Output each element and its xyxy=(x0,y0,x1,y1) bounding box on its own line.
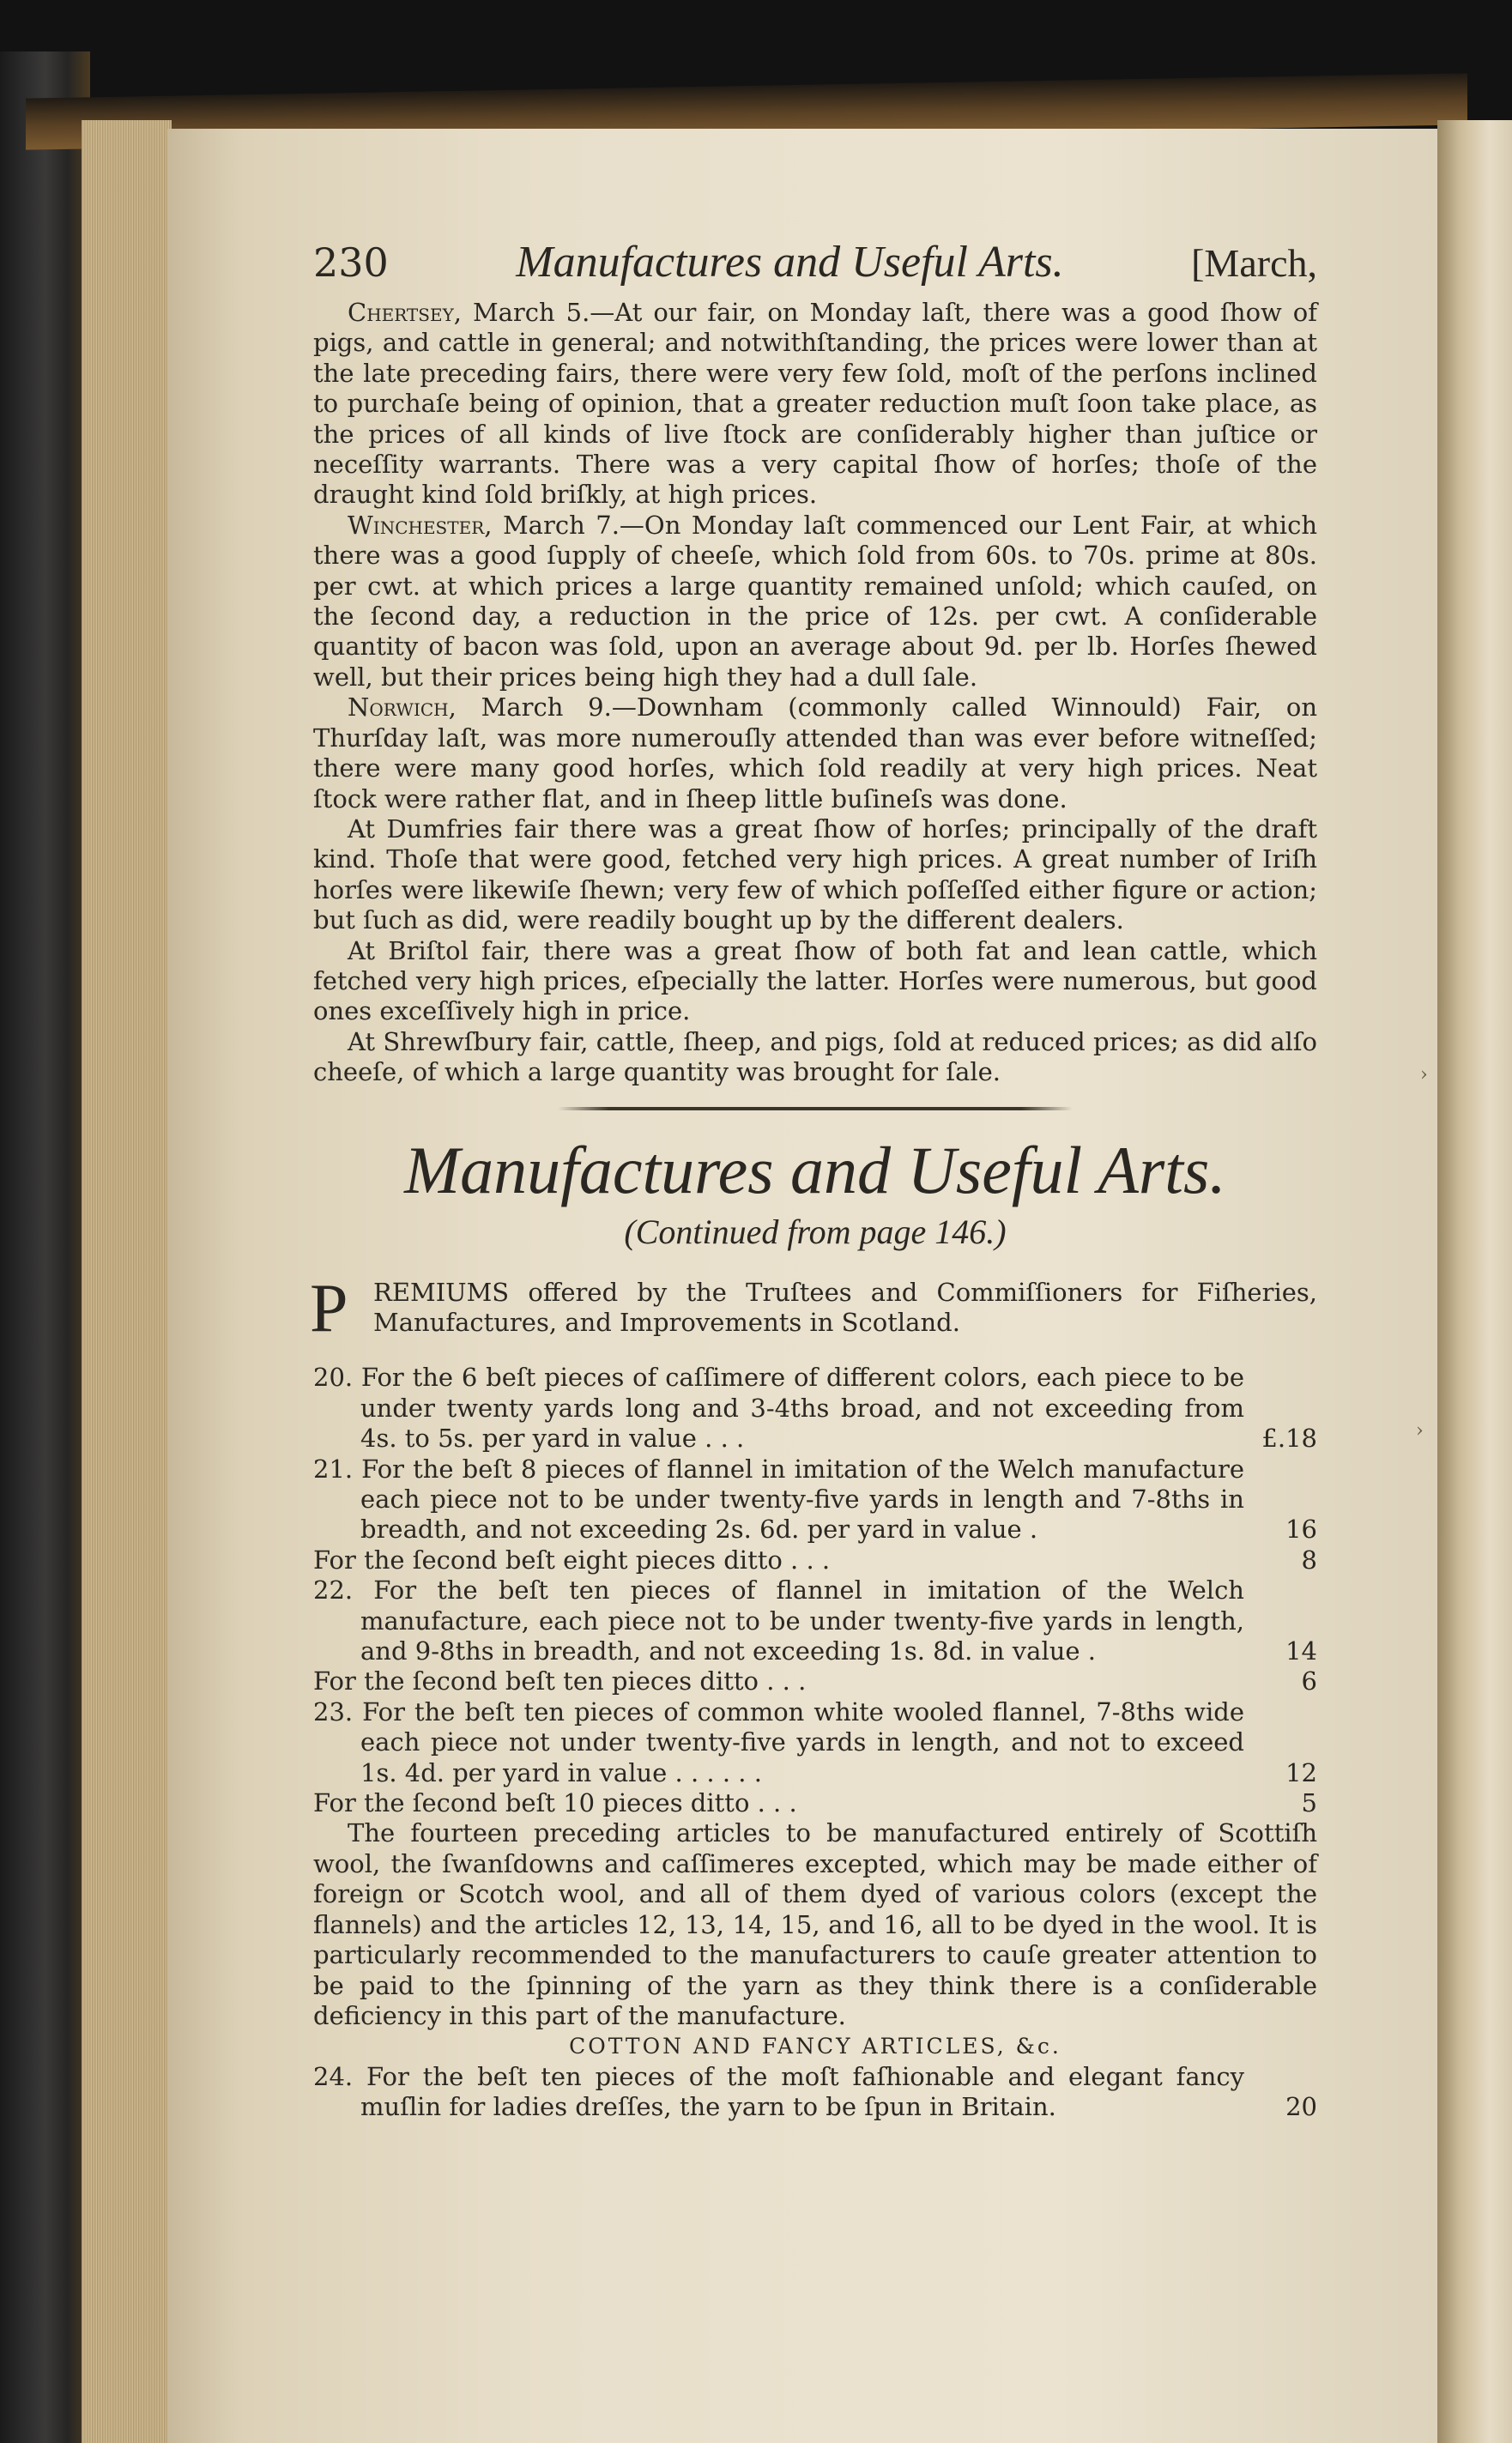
premium-amount: 14 xyxy=(1285,1636,1317,1666)
running-head xyxy=(313,240,1317,286)
continued-note: (Continued from page 146.) xyxy=(624,1212,1007,1251)
premium-amount: 12 xyxy=(1285,1757,1317,1787)
market-report-chertsey xyxy=(313,298,1317,511)
running-title: Manufactures and Useful Arts. xyxy=(516,238,1064,287)
report-text: March 9.—Downham (commonly called Winnould) Fair, on Thurſday laſt, was more numerouſly attended than was ever before witneſſed; there were many good horſes, which ſold readily at very high prices. Neat ſtock were rather flat, and in ſheep little buſineſs was done. xyxy=(313,692,1317,813)
report-place: Norwich, xyxy=(348,692,457,723)
market-report-norwich xyxy=(313,692,1317,814)
premium-item xyxy=(313,1454,1317,1545)
section-title: Manufactures and Useful Arts. xyxy=(404,1132,1226,1207)
fair-paragraph-bristol: At Briſtol fair, there was a great ſhow of both fat and lean cattle, which fetched very high prices, eſpecially the latter. Horſes were numerous, but good ones exceſſively high in price. xyxy=(313,935,1317,1026)
premiums-intro-text: REMIUMS offered by the Truſtees and Commiſſioners for Fiſheries, Manufactures, and Improvements in Scotland. xyxy=(373,1277,1317,1337)
page-number: 230 xyxy=(313,239,389,286)
premium-item-text: For the ſecond beſt eight pieces ditto . . . xyxy=(313,1545,831,1575)
premium-item xyxy=(313,1545,1317,1575)
premium-item xyxy=(313,1363,1317,1454)
book-spine xyxy=(0,51,90,2443)
premium-item-text: For the ſecond beſt 10 pieces ditto . . . xyxy=(313,1788,797,1818)
fair-paragraph-shrewsbury: At Shrewſbury fair, cattle, ſheep, and pigs, ſold at reduced prices; as did alſo cheeſe, of which a large quantity was brought for ſale. xyxy=(313,1026,1317,1087)
premium-item-text: For the ſecond beſt ten pieces ditto . . . xyxy=(313,1666,807,1696)
premium-item-text: 22. For the beſt ten pieces of flannel in imitation of the Welch manufacture, each piece not to be under twenty-five yards in length, and 9-8ths in breadth, and not exceeding 1s. 8d. in value . xyxy=(313,1575,1244,1666)
margin-mark: › xyxy=(1420,1064,1428,1085)
premium-item xyxy=(313,1697,1317,1788)
premium-item xyxy=(313,2062,1317,2123)
report-text: March 5.—At our fair, on Monday laſt, there was a good ſhow of pigs, and cattle in general; and notwithſtanding, the prices were lower than at the late preceding fairs, there were very few ſold, moſt of the perſons inclined to purchaſe being of opinion, that a greater reduction muſt ſoon take place, as the prices of all kinds of live ſtock are conſiderably higher than juſtice or neceſſity warrants. There was a very capital ſhow of horſes; thoſe of the draught kind ſold briſkly, at high prices. xyxy=(313,298,1317,510)
page-content xyxy=(310,238,1317,2123)
premium-item xyxy=(313,1575,1317,1666)
report-text: March 7.—On Monday laſt commenced our Lent Fair, at which there was a good ſupply of cheeſe, which ſold from 60s. to 70s. prime at 80s. per cwt. at which prices a large quantity remained unſold; which cauſed, on the ſecond day, a reduction in the price of 12s. per cwt. A conſiderable quantity of bacon was ſold, upon an average about 9d. per lb. Horſes ſhewed well, but their prices being high they had a dull ſale. xyxy=(313,510,1317,692)
margin-mark: › xyxy=(1416,1420,1424,1442)
premium-item xyxy=(313,1666,1317,1696)
premium-amount: 20 xyxy=(1285,2092,1317,2122)
facing-page-edge xyxy=(1437,120,1512,2443)
section-rule xyxy=(558,1107,1073,1110)
premium-item-text: 23. For the beſt ten pieces of common white wooled flannel, 7-8ths wide each piece not under twenty-five yards in length, and not to exceed 1s. 4d. per yard in value . . . . . . xyxy=(313,1696,1244,1787)
closing-paragraph: The fourteen preceding articles to be manufactured entirely of Scottiſh wool, the ſwanſdowns and caſſimeres excepted, which may be made either of foreign or Scotch wool, and all of them dyed of various colors (except the flannels) and the articles 12, 13, 14, 15, and 16, all to be dyed in the wool. It is particularly recommended to the manufacturers to cauſe greater attention to be paid to the ſpinning of the yarn as they think there is a conſiderable deficiency in this part of the manufacture. xyxy=(313,1818,1317,2030)
premiums-intro xyxy=(310,1270,1317,1346)
premium-item xyxy=(313,1788,1317,1818)
premium-item-text: 24. For the beſt ten pieces of the moſt faſhionable and elegant fancy muſlin for ladies dreſſes, the yarn to be ſpun in Britain. xyxy=(313,2061,1244,2122)
premium-amount: 5 xyxy=(1301,1788,1317,1818)
running-month: [March, xyxy=(1191,241,1317,285)
market-report-winchester xyxy=(313,511,1317,692)
fair-paragraph-dumfries: At Dumfries fair there was a great ſhow of horſes; principally of the draft kind. Thoſe that were good, fetched very high prices. A great number of Iriſh horſes were likewiſe ſhewn; very few of which poſſeſſed either figure or action; but ſuch as did, were readily bought up by the different dealers. xyxy=(313,813,1317,935)
page-edges xyxy=(82,120,172,2443)
report-place: Chertsey, xyxy=(348,298,462,327)
premium-item-text: 21. For the beſt 8 pieces of flannel in imitation of the Welch manufacture each piece not to be under twenty-five yards in length and 7-8ths in breadth, and not exceeding 2s. 6d. per yard in value . xyxy=(313,1454,1244,1545)
premium-amount: 6 xyxy=(1301,1666,1317,1696)
subheading: COTTON AND FANCY ARTICLES, &c. xyxy=(569,2034,1061,2059)
premium-amount: 8 xyxy=(1301,1545,1317,1575)
report-place: Winchester, xyxy=(348,510,493,540)
premium-amount: 16 xyxy=(1285,1515,1317,1545)
premium-item-text: 20. For the 6 beſt pieces of caſſimere of different colors, each piece to be under twenty yards long and 3-4ths broad, and not exceeding from 4s. to 5s. per yard in value . . . xyxy=(313,1363,1244,1454)
drop-cap: P xyxy=(310,1270,348,1346)
premium-amount: £.18 xyxy=(1261,1424,1317,1454)
